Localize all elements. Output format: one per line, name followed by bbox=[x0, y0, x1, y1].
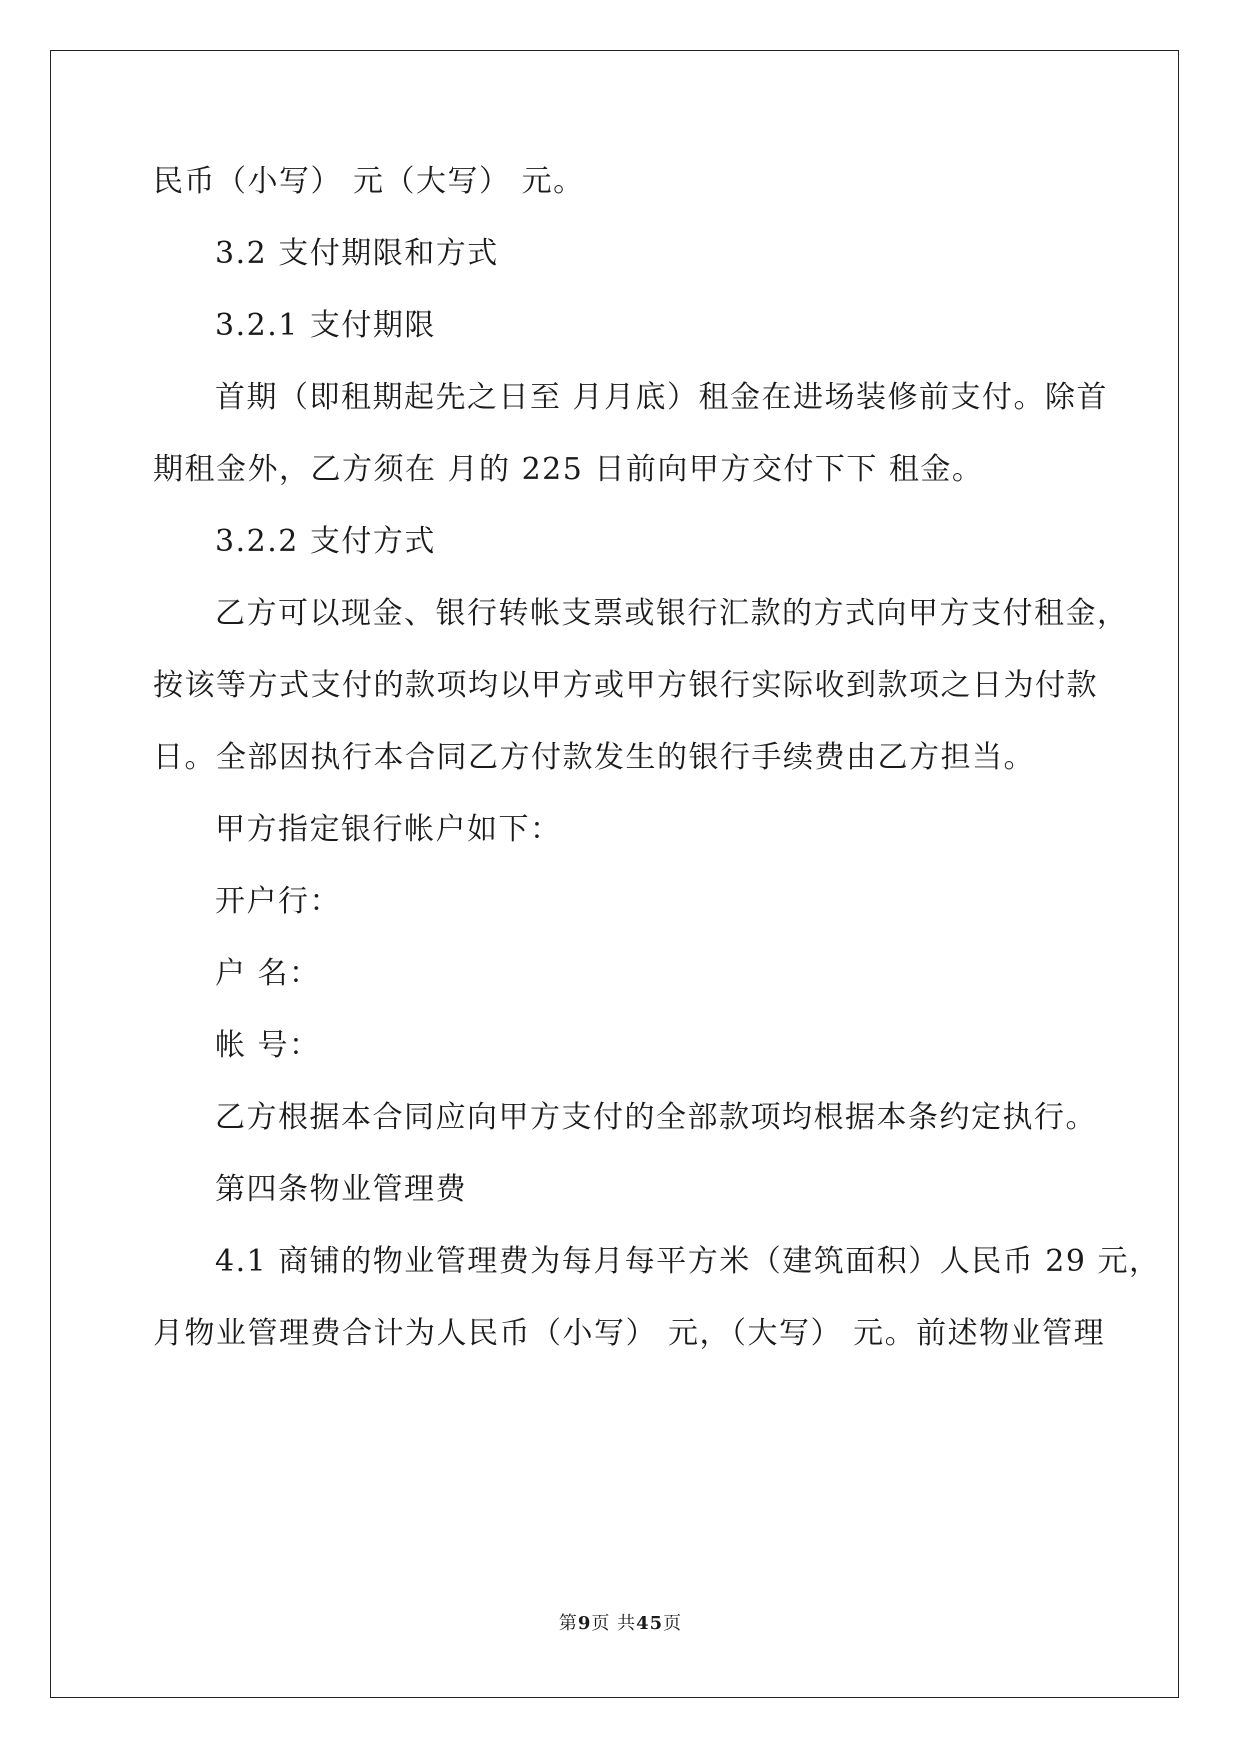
article-4-heading: 第四条物业管理费 bbox=[215, 1172, 467, 1207]
text-line-14: 乙方根据本合同应向甲方支付的全部款项均根据本条约定执行。 bbox=[215, 1100, 1097, 1135]
current-page-number: 9 bbox=[577, 1613, 592, 1634]
text-line-8: 按该等方式支付的款项均以甲方或甲方银行实际收到款项之日为付款 bbox=[153, 668, 1098, 703]
bank-account-heading: 甲方指定银行帐户如下： bbox=[215, 812, 562, 847]
text-line-9: 日。全部因执行本合同乙方付款发生的银行手续费由乙方担当。 bbox=[153, 740, 1035, 775]
text-line-7: 乙方可以现金、银行转帐支票或银行汇款的方式向甲方支付租金， bbox=[215, 596, 1129, 631]
page-border bbox=[50, 50, 1179, 1698]
section-heading-3-2-2: 3.2.2 支付方式 bbox=[215, 524, 436, 559]
text-line-16: 4.1 商铺的物业管理费为每月每平方米（建筑面积）人民币 29 元， bbox=[215, 1244, 1161, 1279]
text-line-17: 月物业管理费合计为人民币（小写） 元，（大写） 元。前述物业管理 bbox=[153, 1316, 1106, 1351]
footer-mid: 页 共 bbox=[591, 1613, 637, 1634]
account-number-label: 帐 号： bbox=[215, 1028, 321, 1063]
section-heading-3-2: 3.2 支付期限和方式 bbox=[215, 236, 499, 271]
bank-name-label: 开户行： bbox=[215, 884, 341, 919]
text-line-1: 民币（小写） 元（大写） 元。 bbox=[153, 164, 585, 199]
total-page-count: 45 bbox=[636, 1613, 664, 1634]
footer-prefix: 第 bbox=[558, 1613, 578, 1634]
account-name-label: 户 名： bbox=[215, 956, 321, 991]
section-heading-3-2-1: 3.2.1 支付期限 bbox=[215, 308, 436, 343]
footer-suffix: 页 bbox=[663, 1613, 683, 1634]
text-line-4: 首期（即租期起先之日至 月月底）租金在进场装修前支付。除首 bbox=[215, 380, 1109, 415]
text-line-5: 期租金外，乙方须在 月的 225 日前向甲方交付下下 租金。 bbox=[153, 452, 984, 487]
page-footer bbox=[0, 1609, 1241, 1635]
